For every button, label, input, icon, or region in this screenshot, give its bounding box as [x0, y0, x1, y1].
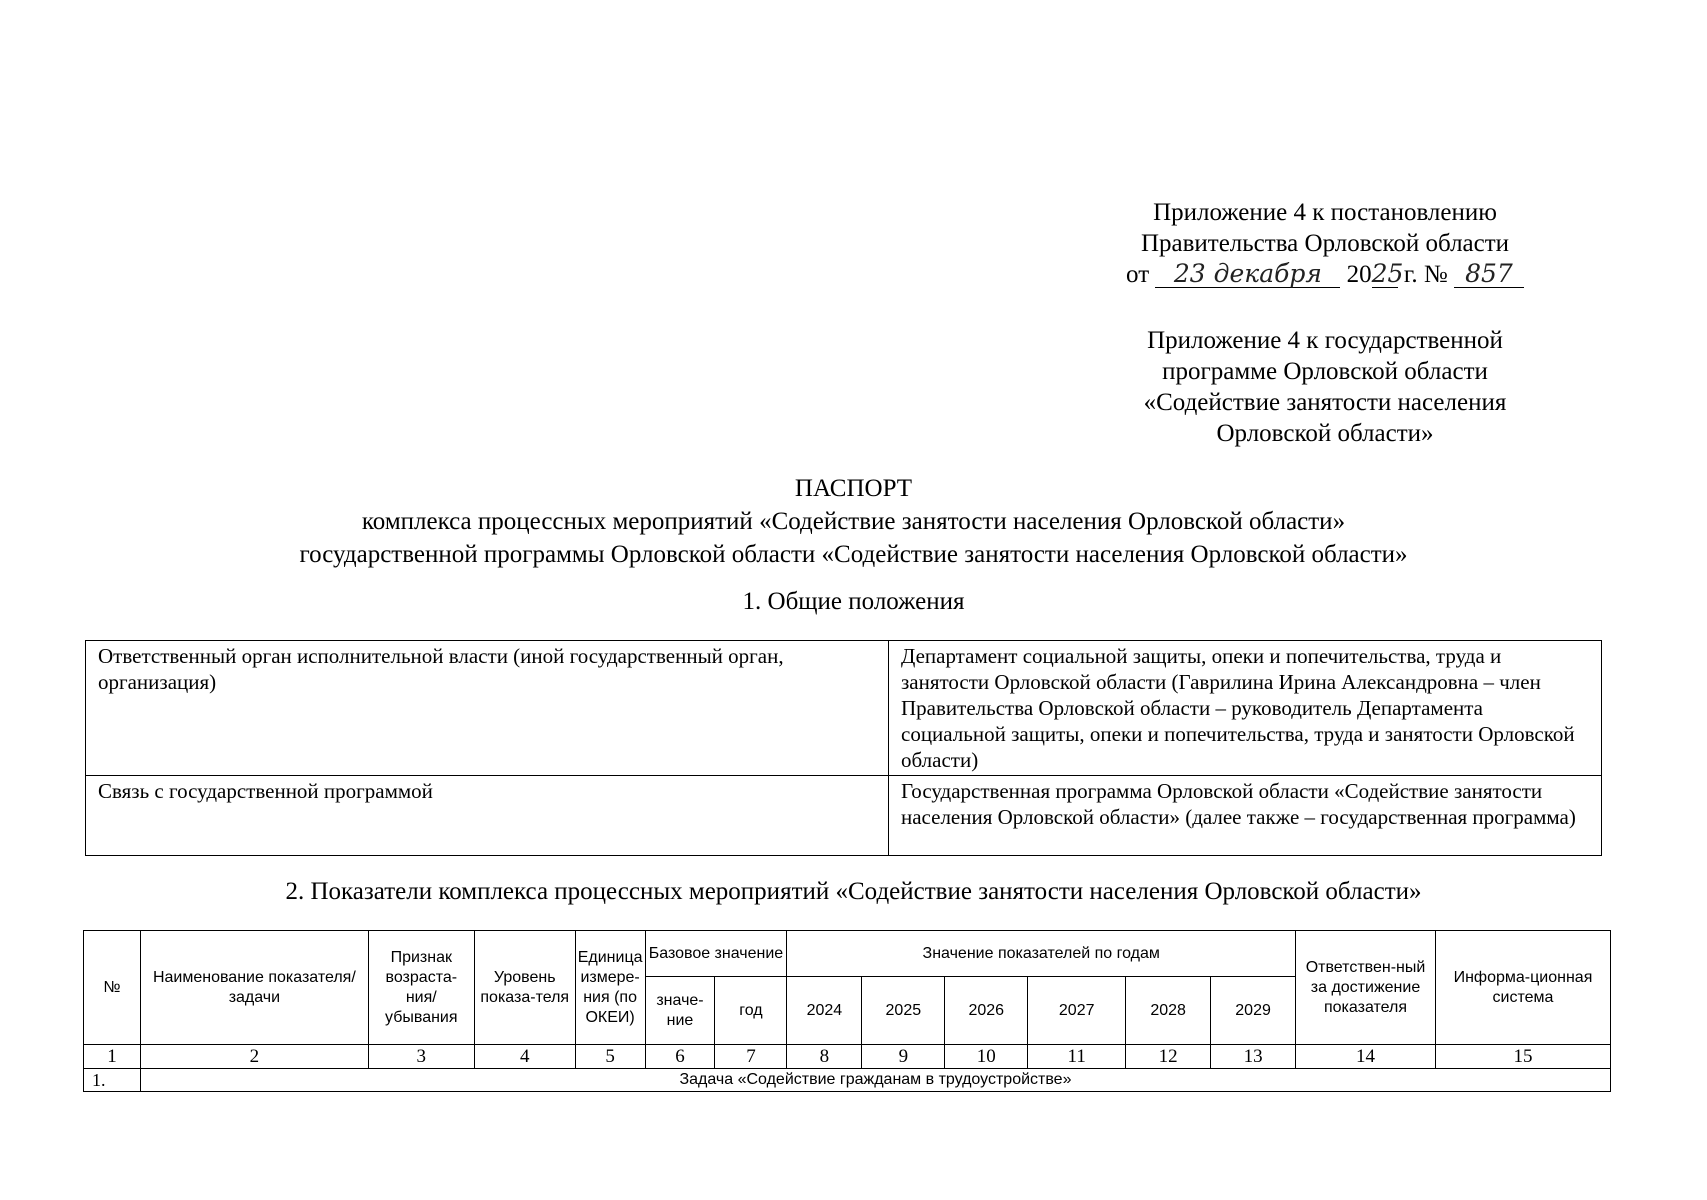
header-base: Базовое значение [645, 931, 787, 977]
header-system: Информа-ционная система [1435, 931, 1610, 1045]
table-row [86, 641, 1602, 776]
task-text: Задача «Содействие гражданам в трудоустройстве» [140, 1069, 1610, 1092]
header-unit: Единица измере-ния (по ОКЕИ) [575, 931, 645, 1045]
header-no: № [84, 931, 141, 1045]
annex-resolution-line1: Приложение 4 к постановлению [1153, 199, 1497, 226]
header-by-years: Значение показателей по годам [787, 931, 1296, 977]
col-number: 15 [1435, 1045, 1610, 1069]
col-number: 13 [1211, 1045, 1296, 1069]
col-number: 3 [368, 1045, 474, 1069]
title-heading: ПАСПОРТ [794, 475, 913, 502]
header-year-2029: 2029 [1211, 977, 1296, 1045]
col-number: 1 [84, 1045, 141, 1069]
annex-resolution-block [1110, 197, 1540, 290]
annex-resolution-line2: Правительства Орловской области [1140, 230, 1510, 257]
col-number: 4 [474, 1045, 575, 1069]
col-number: 7 [715, 1045, 787, 1069]
document-title [0, 472, 1707, 571]
header-level: Уровень показа-теля [474, 931, 575, 1045]
annex-program-line3: «Содействие занятости населения [1143, 389, 1507, 416]
row-label: Ответственный орган исполнительной власти (иной государственный орган, организация) [86, 641, 889, 776]
task-row [84, 1069, 1611, 1092]
header-responsible: Ответствен-ный за достижение показателя [1296, 931, 1436, 1045]
col-number: 9 [862, 1045, 945, 1069]
general-provisions-table [85, 640, 1602, 856]
header-name: Наименование показателя/задачи [140, 931, 368, 1045]
title-line2: государственной программы Орловской области «Содействие занятости населения Орловской области» [299, 541, 1408, 568]
header-base-year: год [715, 977, 787, 1045]
section1-heading: 1. Общие положения [742, 588, 965, 615]
col-number: 12 [1126, 1045, 1211, 1069]
col-number: 11 [1028, 1045, 1126, 1069]
col-number: 10 [945, 1045, 1028, 1069]
annex-resolution-date-line [1110, 259, 1540, 290]
year-after: г. № [1403, 261, 1448, 288]
header-base-value: значе-ние [645, 977, 715, 1045]
handwritten-date: 23 декабря [1155, 261, 1340, 288]
header-year-2026: 2026 [945, 977, 1028, 1045]
date-prefix: от [1126, 261, 1150, 288]
annex-program-line1: Приложение 4 к государственной [1147, 327, 1503, 354]
row-value: Государственная программа Орловской области «Содействие занятости населения Орловской области» (далее также – государственная программа) [889, 776, 1602, 856]
col-number: 5 [575, 1045, 645, 1069]
col-number: 8 [787, 1045, 862, 1069]
table-row [86, 776, 1602, 856]
header-year-2028: 2028 [1126, 977, 1211, 1045]
row-label: Связь с государственной программой [86, 776, 889, 856]
header-row [84, 931, 1611, 977]
section2-heading: 2. Показатели комплекса процессных мероприятий «Содействие занятости населения Орловской области» [285, 878, 1422, 905]
handwritten-number: 857 [1454, 261, 1524, 288]
col-number: 6 [645, 1045, 715, 1069]
year-prefix: 20 [1346, 261, 1372, 288]
header-year-2027: 2027 [1028, 977, 1126, 1045]
handwritten-year-suffix: 25 [1371, 259, 1404, 288]
column-number-row [84, 1045, 1611, 1069]
annex-program-line2: программе Орловской области [1162, 358, 1488, 385]
header-year-2024: 2024 [787, 977, 862, 1045]
annex-program-block [1110, 325, 1540, 449]
indicators-table [83, 930, 1611, 1092]
col-number: 14 [1296, 1045, 1436, 1069]
annex-program-line4: Орловской области» [1216, 420, 1434, 447]
header-year-2025: 2025 [862, 977, 945, 1045]
row-value: Департамент социальной защиты, опеки и попечительства, труда и занятости Орловской области (Гаврилина Ирина Александровна – член Правительства Орловской области – руководитель Департамента социальной защиты, опеки и попечительства, труда и занятости Орловской области) [889, 641, 1602, 776]
header-sign: Признак возраста-ния/ убывания [368, 931, 474, 1045]
col-number: 2 [140, 1045, 368, 1069]
title-line1: комплекса процессных мероприятий «Содействие занятости населения Орловской области» [361, 508, 1346, 535]
task-number: 1. [84, 1069, 141, 1092]
